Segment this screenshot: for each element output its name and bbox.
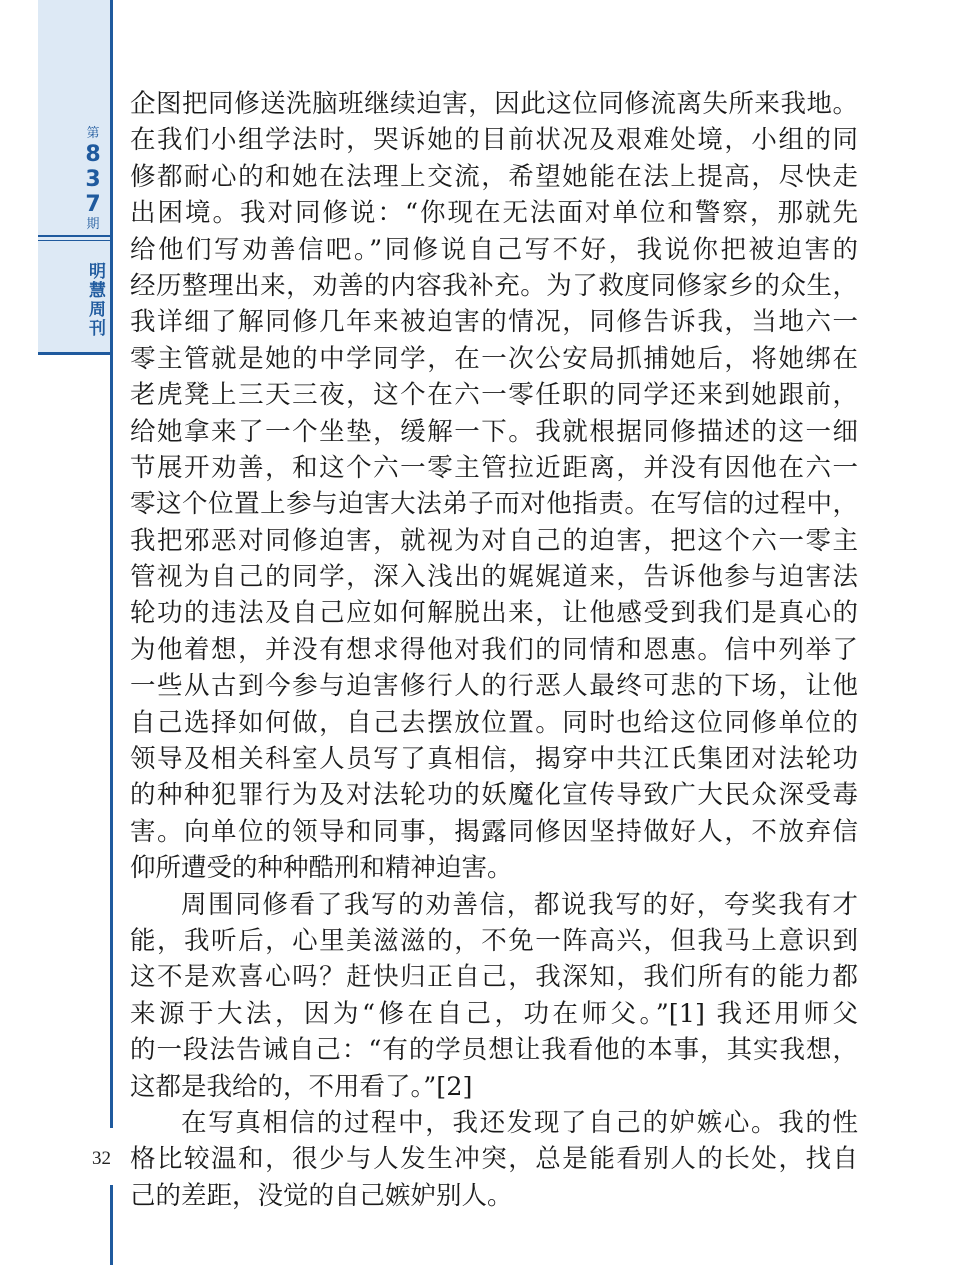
text-line: 领导及相关科室人员写了真相信，揭穿中共江氏集团对法轮功 bbox=[130, 744, 858, 775]
text-line: 我详细了解同修几年来被迫害的情况，同修告诉我，当地六一 bbox=[130, 307, 858, 338]
issue-number-block bbox=[80, 126, 106, 233]
text-line: 自己选择如何做，自己去摆放位置。同时也给这位同修单位的 bbox=[130, 707, 858, 738]
text-line: 经历整理出来，劝善的内容我补充。为了救度同修家乡的众生， bbox=[130, 270, 858, 301]
issue-suffix: 期 bbox=[86, 217, 100, 232]
text-line: 管视为自己的同学，深入浅出的娓娓道来，告诉他参与迫害法 bbox=[130, 562, 858, 593]
text-line: 格比较温和，很少与人发生冲突，总是能看别人的长处，找自 bbox=[130, 1144, 858, 1175]
text-line: 为他着想，并没有想求得他对我们的同情和恩惠。信中列举了 bbox=[130, 634, 858, 665]
side-tab-bottom-border bbox=[38, 352, 112, 355]
issue-digit-2: 3 bbox=[85, 167, 101, 192]
text-line: 我把邪恶对同修迫害，就视为对自己的迫害，把这个六一零主 bbox=[130, 525, 858, 556]
text-line: 老虎凳上三天三夜，这个在六一零任职的同学还来到她跟前， bbox=[130, 380, 858, 411]
text-line: 己的差距，没觉的自己嫉妒别人。 bbox=[130, 1180, 513, 1211]
text-line: 这不是欢喜心吗？赶快归正自己，我深知，我们所有的能力都 bbox=[130, 962, 858, 993]
text-line: 出困境。我对同修说：“你现在无法面对单位和警察，那就先 bbox=[130, 198, 858, 229]
text-line: 周围同修看了我写的劝善信，都说我写的好，夸奖我有才 bbox=[181, 889, 858, 920]
text-line: 害。向单位的领导和同事，揭露同修因坚持做好人，不放弃信 bbox=[130, 816, 858, 847]
text-line: 的种种犯罪行为及对法轮功的妖魔化宣传导致广大民众深受毒 bbox=[130, 780, 858, 811]
text-line: 仰所遭受的种种酷刑和精神迫害。 bbox=[130, 853, 513, 884]
text-line: 轮功的违法及自己应如何解脱出来，让他感受到我们是真心的 bbox=[130, 598, 858, 629]
text-line: 在写真相信的过程中，我还发现了自己的妒嫉心。我的性 bbox=[181, 1107, 858, 1138]
text-line: 的一段法告诫自己：“有的学员想让我看他的本事，其实我想， bbox=[130, 1035, 858, 1066]
text-line: 零主管就是她的中学同学，在一次公安局抓捕她后，将她绑在 bbox=[130, 343, 858, 374]
text-line: 给他们写劝善信吧。”同修说自己写不好，我说你把被迫害的 bbox=[130, 234, 858, 265]
text-line: 在我们小组学法时，哭诉她的目前状况及艰难处境，小组的同 bbox=[130, 125, 858, 156]
magazine-name: 明慧周刊 bbox=[85, 262, 105, 338]
margin-divider-lower bbox=[110, 1185, 113, 1265]
text-line: 修都耐心的和她在法理上交流，希望她能在法上提高，尽快走 bbox=[130, 161, 858, 192]
margin-divider-upper bbox=[110, 0, 113, 1128]
text-line: 能，我听后，心里美滋滋的，不免一阵高兴，但我马上意识到 bbox=[130, 925, 858, 956]
text-line: 给她拿来了一个坐垫，缓解一下。我就根据同修描述的这一细 bbox=[130, 416, 858, 447]
issue-rule-bottom bbox=[38, 240, 112, 241]
text-line: 企图把同修送洗脑班继续迫害，因此这位同修流离失所来我地。 bbox=[130, 89, 858, 119]
issue-rule-top bbox=[38, 235, 112, 237]
text-line: 一些从古到今参与迫害修行人的行恶人最终可悲的下场，让他 bbox=[130, 671, 858, 702]
article-body bbox=[130, 86, 858, 1214]
page-number: 32 bbox=[92, 1148, 111, 1169]
text-line: 来源于大法，因为“修在自己，功在师父。”[1] 我还用师父 bbox=[130, 998, 858, 1029]
issue-digit-1: 8 bbox=[85, 142, 101, 167]
text-line: 零这个位置上参与迫害大法弟子而对他指责。在写信的过程中， bbox=[130, 489, 858, 520]
issue-digit-3: 7 bbox=[85, 192, 101, 217]
text-line: 这都是我给的，不用看了。”[2] bbox=[130, 1071, 473, 1102]
text-line: 节展开劝善，和这个六一零主管拉近距离，并没有因他在六一 bbox=[130, 452, 858, 483]
issue-prefix: 第 bbox=[86, 126, 100, 141]
